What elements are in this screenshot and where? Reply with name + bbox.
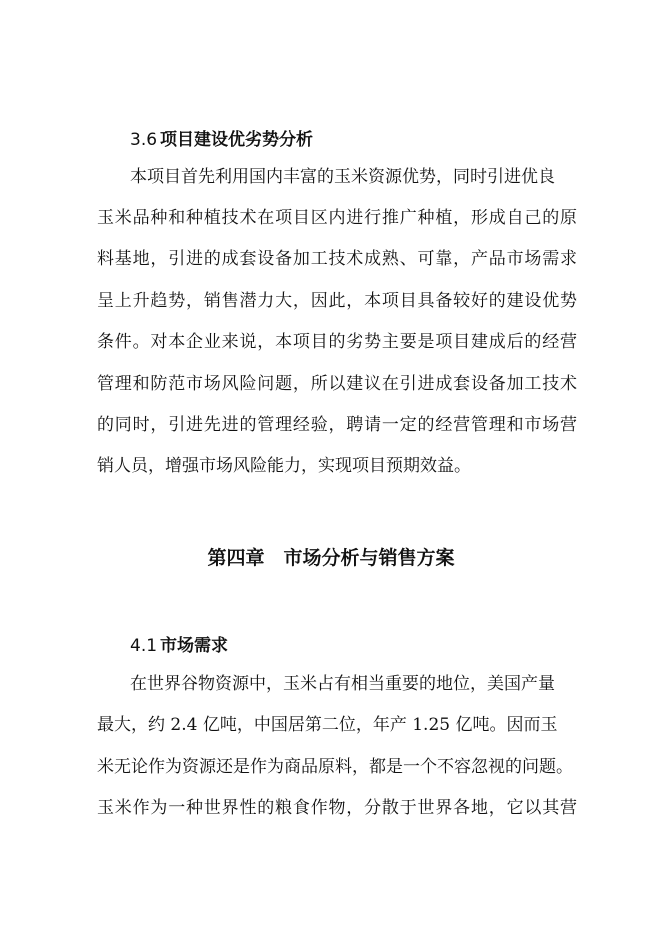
paragraph-line: 在世界谷物资源中，玉米占有相当重要的地位，美国产量 <box>130 674 555 694</box>
paragraph-line: 料基地，引进的成套设备加工技术成熟、可靠，产品市场需求 <box>97 249 577 269</box>
paragraph-line: 最大，约 2.4 亿吨，中国居第二位，年产 1.25 亿吨。因而玉 <box>97 715 558 735</box>
section-4-1-number: 4.1 <box>130 636 158 656</box>
section-3-6-title: 项目建设优劣势分析 <box>160 130 314 150</box>
section-4-1-heading <box>130 631 228 656</box>
paragraph-line: 玉米品种和种植技术在项目区内进行推广种植，形成自己的原 <box>97 208 577 228</box>
section-4-1-title: 市场需求 <box>160 636 229 656</box>
paragraph-line: 条件。对本企业来说，本项目的劣势主要是项目建成后的经营 <box>97 332 577 352</box>
paragraph-line: 的同时，引进先进的管理经验，聘请一定的经营管理和市场营 <box>97 415 577 435</box>
chapter-title: 第四章 市场分析与销售方案 <box>207 547 455 569</box>
paragraph-line: 管理和防范市场风险问题，所以建议在引进成套设备加工技术 <box>97 374 577 394</box>
paragraph-line: 米无论作为资源还是作为商品原料，都是一个不容忽视的问题。 <box>97 757 573 777</box>
paragraph-line: 本项目首先利用国内丰富的玉米资源优势，同时引进优良 <box>130 167 555 187</box>
paragraph-line: 玉米作为一种世界性的粮食作物，分散于世界各地，它以其营 <box>97 798 577 818</box>
section-3-6-number: 3.6 <box>130 130 158 150</box>
paragraph-line: 销人员，增强市场风险能力，实现项目预期效益。 <box>97 456 471 476</box>
paragraph-line: 呈上升趋势，销售潜力大，因此，本项目具备较好的建设优势 <box>97 291 577 311</box>
section-3-6-heading <box>130 125 313 150</box>
